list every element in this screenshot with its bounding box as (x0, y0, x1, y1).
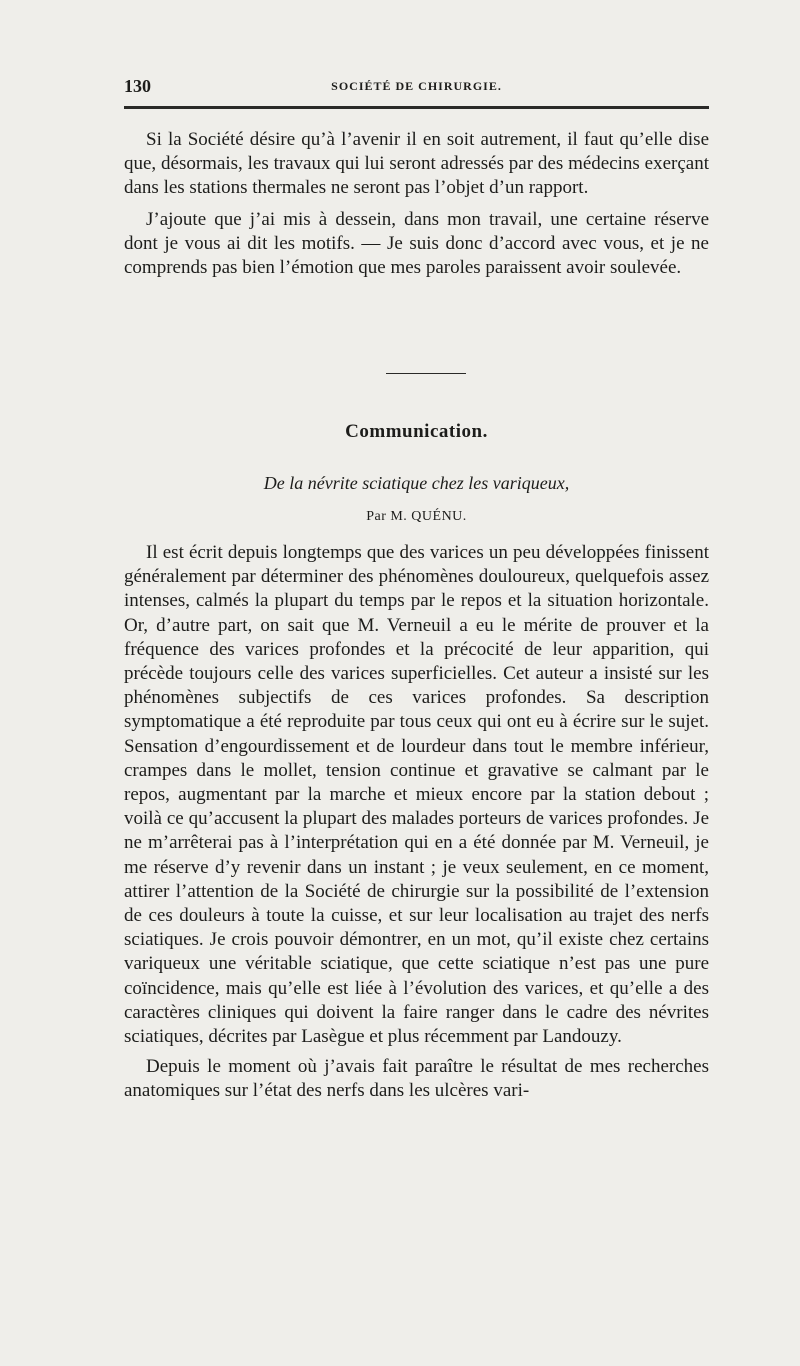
running-head-title: SOCIÉTÉ DE CHIRURGIE. (331, 79, 502, 93)
header-rule (124, 106, 709, 109)
article-title: De la névrite sciatique chez les variqueux, (263, 473, 570, 493)
main-text (124, 541, 709, 1104)
main-paragraph-1: Il est écrit depuis longtemps que des varices un peu développées finissent généralement par déterminer des phénomènes douloureux, quelquefois assez intenses, calmés la plupart du temps par le repos et la situation horizontale. Or, d’autre part, on sait que M. Verneuil a eu le mérite de prouver et la fréquence des varices profondes et la précocité de leur apparition, qui précède toujours celle des varices superficielles. Cet auteur a insisté sur les phénomènes subjectifs de ces varices profondes. Sa description symptomatique a été reproduite par tous ceux qui ont eu à écrire sur le sujet. Sensation d’engourdissement et de lourdeur dans tout le membre inférieur, crampes dans le mollet, tension continue et gravative se calmant par le repos, augmentant par la marche et mieux encore par la station debout ; voilà ce qu’accusent la plupart des malades porteurs de varices profondes. Je ne m’arrêterai pas à l’interprétation qui en a été donnée par M. Verneuil, je me réserve d’y revenir dans un instant ; je veux seulement, en ce moment, attirer l’attention de la Société de chirurgie sur la possibilité de l’extension de ces douleurs à toute la cuisse, et sur leur localisation au trajet des nerfs sciatiques. Je crois pouvoir démontrer, en un mot, qu’il existe chez certains variqueux une véritable sciatique, que cette sciatique n’est pas une pure coïncidence, mais qu’elle est liée à l’évolution des varices, et qu’elle a des caractères cliniques qui doivent la faire ranger dans le cadre des névrites sciatiques, décrites par Lasègue et plus récemment par Landouzy. (124, 542, 709, 1048)
page-number: 130 (124, 76, 151, 96)
section-divider (386, 373, 466, 374)
article-author: Par M. QUÉNU. (366, 509, 467, 524)
running-head (124, 76, 709, 98)
main-paragraph-2: Depuis le moment où j’avais fait paraître le résultat de mes recherches anatomiques sur l’état des nerfs dans les ulcères vari- (124, 1056, 709, 1102)
intro-paragraph-2: J’ajoute que j’ai mis à dessein, dans mon travail, une certaine réserve dont je vous ai dit les motifs. — Je suis donc d’accord avec vous, et je ne comprends pas bien l’émotion que mes paroles paraissent avoir soulevée. (124, 208, 709, 279)
intro-text (124, 128, 709, 280)
intro-paragraph-1: Si la Société désire qu’à l’avenir il en soit autrement, il faut qu’elle dise que, désormais, les travaux qui lui seront adressés par des médecins exerçant dans les stations thermales ne seront pas l’objet d’un rapport. (124, 129, 709, 199)
section-heading: Communication. (345, 421, 488, 442)
